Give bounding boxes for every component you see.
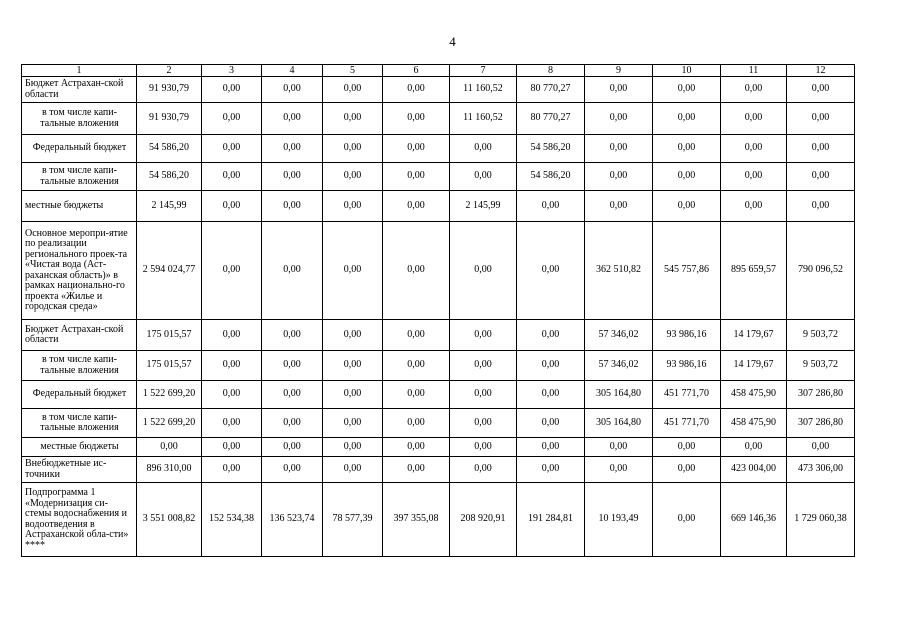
value-cell: 9 503,72 <box>787 320 855 351</box>
value-cell: 0,00 <box>383 77 450 103</box>
value-cell: 0,00 <box>383 409 450 438</box>
value-cell: 3 551 008,82 <box>137 483 202 557</box>
value-cell: 0,00 <box>202 409 262 438</box>
table-row <box>22 409 855 438</box>
value-cell: 0,00 <box>262 191 323 222</box>
value-cell: 0,00 <box>202 135 262 163</box>
table-row <box>22 135 855 163</box>
header-cell: 6 <box>383 65 450 77</box>
value-cell: 0,00 <box>787 438 855 457</box>
row-label: Бюджет Астрахан-ской области <box>22 77 137 103</box>
value-cell: 0,00 <box>653 438 721 457</box>
value-cell: 0,00 <box>323 351 383 381</box>
value-cell: 0,00 <box>202 457 262 483</box>
value-cell: 0,00 <box>450 457 517 483</box>
value-cell: 0,00 <box>323 381 383 409</box>
value-cell: 0,00 <box>383 135 450 163</box>
value-cell: 0,00 <box>323 409 383 438</box>
value-cell: 305 164,80 <box>585 381 653 409</box>
row-label: Внебюджетные ис-точники <box>22 457 137 483</box>
value-cell: 0,00 <box>202 320 262 351</box>
value-cell: 0,00 <box>383 163 450 191</box>
value-cell: 0,00 <box>653 457 721 483</box>
value-cell: 2 145,99 <box>450 191 517 222</box>
value-cell: 0,00 <box>262 351 323 381</box>
value-cell: 0,00 <box>262 457 323 483</box>
value-cell: 10 193,49 <box>585 483 653 557</box>
value-cell: 0,00 <box>653 135 721 163</box>
value-cell: 790 096,52 <box>787 222 855 320</box>
value-cell: 0,00 <box>450 320 517 351</box>
value-cell: 93 986,16 <box>653 320 721 351</box>
value-cell: 1 522 699,20 <box>137 409 202 438</box>
value-cell: 0,00 <box>202 103 262 135</box>
value-cell: 0,00 <box>262 163 323 191</box>
header-cell: 1 <box>22 65 137 77</box>
value-cell: 80 770,27 <box>517 77 585 103</box>
value-cell: 0,00 <box>383 351 450 381</box>
value-cell: 0,00 <box>323 320 383 351</box>
value-cell: 423 004,00 <box>721 457 787 483</box>
value-cell: 0,00 <box>585 135 653 163</box>
value-cell: 0,00 <box>787 191 855 222</box>
value-cell: 0,00 <box>202 191 262 222</box>
value-cell: 0,00 <box>202 438 262 457</box>
value-cell: 0,00 <box>323 222 383 320</box>
value-cell: 0,00 <box>721 163 787 191</box>
value-cell: 54 586,20 <box>137 135 202 163</box>
value-cell: 0,00 <box>383 320 450 351</box>
value-cell: 14 179,67 <box>721 351 787 381</box>
value-cell: 0,00 <box>383 457 450 483</box>
value-cell: 458 475,90 <box>721 409 787 438</box>
value-cell: 0,00 <box>137 438 202 457</box>
value-cell: 93 986,16 <box>653 351 721 381</box>
value-cell: 669 146,36 <box>721 483 787 557</box>
value-cell: 0,00 <box>450 438 517 457</box>
value-cell: 14 179,67 <box>721 320 787 351</box>
value-cell: 0,00 <box>262 135 323 163</box>
value-cell: 0,00 <box>262 438 323 457</box>
value-cell: 0,00 <box>517 381 585 409</box>
header-cell: 2 <box>137 65 202 77</box>
value-cell: 175 015,57 <box>137 351 202 381</box>
value-cell: 191 284,81 <box>517 483 585 557</box>
value-cell: 0,00 <box>653 163 721 191</box>
value-cell: 895 659,57 <box>721 222 787 320</box>
header-cell: 7 <box>450 65 517 77</box>
value-cell: 0,00 <box>787 163 855 191</box>
value-cell: 11 160,52 <box>450 103 517 135</box>
value-cell: 1 729 060,38 <box>787 483 855 557</box>
value-cell: 0,00 <box>202 77 262 103</box>
table-row <box>22 77 855 103</box>
value-cell: 0,00 <box>323 163 383 191</box>
value-cell: 305 164,80 <box>585 409 653 438</box>
budget-table <box>21 64 855 557</box>
value-cell: 175 015,57 <box>137 320 202 351</box>
value-cell: 136 523,74 <box>262 483 323 557</box>
value-cell: 0,00 <box>787 103 855 135</box>
value-cell: 0,00 <box>585 457 653 483</box>
value-cell: 0,00 <box>517 438 585 457</box>
value-cell: 1 522 699,20 <box>137 381 202 409</box>
table-row <box>22 222 855 320</box>
table-row <box>22 320 855 351</box>
value-cell: 9 503,72 <box>787 351 855 381</box>
value-cell: 0,00 <box>383 222 450 320</box>
table-row <box>22 483 855 557</box>
row-label: Федеральный бюджет <box>22 135 137 163</box>
value-cell: 307 286,80 <box>787 409 855 438</box>
value-cell: 0,00 <box>517 409 585 438</box>
header-cell: 5 <box>323 65 383 77</box>
header-cell: 4 <box>262 65 323 77</box>
header-cell: 8 <box>517 65 585 77</box>
value-cell: 0,00 <box>517 457 585 483</box>
table-row <box>22 163 855 191</box>
value-cell: 0,00 <box>202 222 262 320</box>
value-cell: 0,00 <box>202 351 262 381</box>
value-cell: 11 160,52 <box>450 77 517 103</box>
row-label: в том числе капи-тальные вложения <box>22 163 137 191</box>
value-cell: 208 920,91 <box>450 483 517 557</box>
value-cell: 0,00 <box>450 135 517 163</box>
value-cell: 458 475,90 <box>721 381 787 409</box>
value-cell: 0,00 <box>517 191 585 222</box>
row-label: в том числе капи-тальные вложения <box>22 103 137 135</box>
row-label: в том числе капи-тальные вложения <box>22 409 137 438</box>
value-cell: 362 510,82 <box>585 222 653 320</box>
value-cell: 0,00 <box>383 438 450 457</box>
row-label: местные бюджеты <box>22 191 137 222</box>
value-cell: 0,00 <box>721 103 787 135</box>
value-cell: 0,00 <box>653 77 721 103</box>
value-cell: 0,00 <box>653 103 721 135</box>
header-cell: 10 <box>653 65 721 77</box>
value-cell: 54 586,20 <box>517 163 585 191</box>
table-row <box>22 457 855 483</box>
value-cell: 152 534,38 <box>202 483 262 557</box>
value-cell: 0,00 <box>323 457 383 483</box>
value-cell: 57 346,02 <box>585 320 653 351</box>
value-cell: 0,00 <box>450 351 517 381</box>
value-cell: 0,00 <box>383 381 450 409</box>
value-cell: 0,00 <box>585 191 653 222</box>
value-cell: 0,00 <box>450 222 517 320</box>
value-cell: 0,00 <box>585 163 653 191</box>
value-cell: 91 930,79 <box>137 103 202 135</box>
table-row <box>22 351 855 381</box>
header-cell: 12 <box>787 65 855 77</box>
value-cell: 57 346,02 <box>585 351 653 381</box>
row-label: Бюджет Астрахан-ской области <box>22 320 137 351</box>
page-number: 4 <box>449 34 456 49</box>
value-cell: 0,00 <box>383 191 450 222</box>
value-cell: 0,00 <box>202 163 262 191</box>
value-cell: 54 586,20 <box>137 163 202 191</box>
row-label: в том числе капи-тальные вложения <box>22 351 137 381</box>
value-cell: 0,00 <box>383 103 450 135</box>
value-cell: 0,00 <box>653 191 721 222</box>
value-cell: 2 145,99 <box>137 191 202 222</box>
value-cell: 896 310,00 <box>137 457 202 483</box>
value-cell: 0,00 <box>323 135 383 163</box>
value-cell: 0,00 <box>262 409 323 438</box>
value-cell: 0,00 <box>323 77 383 103</box>
value-cell: 0,00 <box>517 320 585 351</box>
header-cell: 3 <box>202 65 262 77</box>
header-cell: 11 <box>721 65 787 77</box>
value-cell: 0,00 <box>517 222 585 320</box>
value-cell: 0,00 <box>262 103 323 135</box>
value-cell: 397 355,08 <box>383 483 450 557</box>
value-cell: 0,00 <box>585 77 653 103</box>
value-cell: 80 770,27 <box>517 103 585 135</box>
value-cell: 54 586,20 <box>517 135 585 163</box>
value-cell: 0,00 <box>585 103 653 135</box>
value-cell: 0,00 <box>721 135 787 163</box>
value-cell: 2 594 024,77 <box>137 222 202 320</box>
table-row <box>22 438 855 457</box>
table-row <box>22 381 855 409</box>
row-label: Основное меропри-ятие по реализации регионального проек-та «Чистая вода (Аст-раханская область)» в рамках национально-го проекта «Жилье и городская среда» <box>22 222 137 320</box>
value-cell: 0,00 <box>262 222 323 320</box>
value-cell: 307 286,80 <box>787 381 855 409</box>
value-cell: 0,00 <box>787 77 855 103</box>
value-cell: 0,00 <box>450 163 517 191</box>
value-cell: 0,00 <box>450 409 517 438</box>
value-cell: 545 757,86 <box>653 222 721 320</box>
value-cell: 0,00 <box>262 77 323 103</box>
value-cell: 451 771,70 <box>653 409 721 438</box>
value-cell: 0,00 <box>323 103 383 135</box>
table-row <box>22 191 855 222</box>
value-cell: 0,00 <box>450 381 517 409</box>
row-label: Федеральный бюджет <box>22 381 137 409</box>
value-cell: 0,00 <box>721 438 787 457</box>
value-cell: 0,00 <box>202 381 262 409</box>
value-cell: 0,00 <box>585 438 653 457</box>
value-cell: 0,00 <box>323 438 383 457</box>
value-cell: 0,00 <box>262 381 323 409</box>
row-label: местные бюджеты <box>22 438 137 457</box>
header-cell: 9 <box>585 65 653 77</box>
value-cell: 0,00 <box>787 135 855 163</box>
value-cell: 0,00 <box>323 191 383 222</box>
value-cell: 473 306,00 <box>787 457 855 483</box>
header-row <box>22 65 855 77</box>
value-cell: 0,00 <box>262 320 323 351</box>
value-cell: 0,00 <box>721 77 787 103</box>
value-cell: 451 771,70 <box>653 381 721 409</box>
value-cell: 0,00 <box>721 191 787 222</box>
value-cell: 0,00 <box>517 351 585 381</box>
value-cell: 78 577,39 <box>323 483 383 557</box>
table-row <box>22 103 855 135</box>
row-label: Подпрограмма 1 «Модернизация си-стемы водоснабжения и водоотведения в Астраханской обла-сти» **** <box>22 483 137 557</box>
value-cell: 0,00 <box>653 483 721 557</box>
value-cell: 91 930,79 <box>137 77 202 103</box>
